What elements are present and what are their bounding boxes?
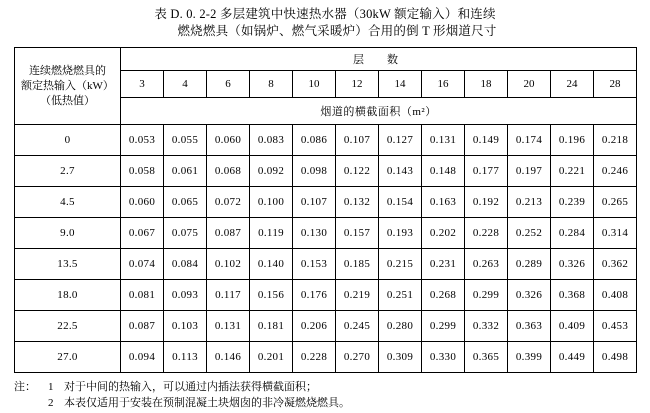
cell-r6-c0: 0.087 <box>121 311 164 342</box>
table-row <box>15 342 637 373</box>
table-row <box>15 156 637 187</box>
cell-r4-c5: 0.185 <box>336 249 379 280</box>
cell-r6-c2: 0.131 <box>207 311 250 342</box>
cell-r6-c11: 0.453 <box>594 311 637 342</box>
cell-r0-c0: 0.053 <box>121 125 164 156</box>
cell-r5-c5: 0.219 <box>336 280 379 311</box>
table-notes <box>14 379 636 411</box>
stub-header-line-2: 额定热输入（kW） <box>21 79 114 92</box>
cell-r4-c6: 0.215 <box>379 249 422 280</box>
cell-r4-c4: 0.153 <box>293 249 336 280</box>
area-header-cell: 烟道的横截面积（m²） <box>121 98 637 125</box>
cell-r2-c2: 0.072 <box>207 187 250 218</box>
cell-r6-c7: 0.299 <box>422 311 465 342</box>
cell-r1-c4: 0.098 <box>293 156 336 187</box>
cell-r6-c3: 0.181 <box>250 311 293 342</box>
cell-r4-c3: 0.140 <box>250 249 293 280</box>
cell-r6-c9: 0.363 <box>508 311 551 342</box>
column-header-8: 8 <box>250 71 293 98</box>
note-text-1: 对于中间的热输入，可以通过内插法获得横截面积； <box>64 381 317 393</box>
cell-r3-c7: 0.202 <box>422 218 465 249</box>
table-row <box>15 125 637 156</box>
cell-r3-c10: 0.284 <box>551 218 594 249</box>
cell-r1-c1: 0.061 <box>164 156 207 187</box>
cell-r6-c5: 0.245 <box>336 311 379 342</box>
cell-r0-c8: 0.149 <box>465 125 508 156</box>
cell-r3-c0: 0.067 <box>121 218 164 249</box>
cell-r1-c9: 0.197 <box>508 156 551 187</box>
cell-r4-c10: 0.326 <box>551 249 594 280</box>
cell-r1-c2: 0.068 <box>207 156 250 187</box>
cell-r5-c10: 0.368 <box>551 280 594 311</box>
cell-r6-c10: 0.409 <box>551 311 594 342</box>
cell-r6-c1: 0.103 <box>164 311 207 342</box>
flue-size-table <box>14 47 637 373</box>
table-row <box>15 311 637 342</box>
caption-line-1: 表 D. 0. 2-2 多层建筑中快速热水器（30kW 额定输入）和连续 <box>154 7 496 21</box>
cell-r2-c1: 0.065 <box>164 187 207 218</box>
cell-r5-c4: 0.176 <box>293 280 336 311</box>
note-number-1: 1 <box>48 381 54 393</box>
row-label-0: 0 <box>15 125 121 156</box>
cell-r0-c5: 0.107 <box>336 125 379 156</box>
cell-r0-c11: 0.218 <box>594 125 637 156</box>
cell-r4-c1: 0.084 <box>164 249 207 280</box>
caption-line-2-text: 燃烧燃具（如锅炉、燃气采暖炉）合用的倒 T 形烟道尺寸 <box>177 24 497 38</box>
column-header-10: 10 <box>293 71 336 98</box>
cell-r1-c6: 0.143 <box>379 156 422 187</box>
row-label-4-5: 4.5 <box>15 187 121 218</box>
cell-r5-c1: 0.093 <box>164 280 207 311</box>
cell-r2-c0: 0.060 <box>121 187 164 218</box>
stub-header-cell <box>15 48 121 125</box>
cell-r3-c5: 0.157 <box>336 218 379 249</box>
column-header-3: 3 <box>121 71 164 98</box>
cell-r0-c10: 0.196 <box>551 125 594 156</box>
cell-r4-c0: 0.074 <box>121 249 164 280</box>
cell-r3-c3: 0.119 <box>250 218 293 249</box>
cell-r4-c9: 0.289 <box>508 249 551 280</box>
cell-r2-c4: 0.107 <box>293 187 336 218</box>
cell-r5-c3: 0.156 <box>250 280 293 311</box>
cell-r1-c7: 0.148 <box>422 156 465 187</box>
cell-r5-c2: 0.117 <box>207 280 250 311</box>
stub-header-line-1: 连续燃烧燃具的 <box>29 64 106 77</box>
cell-r7-c8: 0.365 <box>465 342 508 373</box>
row-label-22-5: 22.5 <box>15 311 121 342</box>
cell-r3-c6: 0.193 <box>379 218 422 249</box>
cell-r1-c0: 0.058 <box>121 156 164 187</box>
cell-r4-c7: 0.231 <box>422 249 465 280</box>
cell-r1-c10: 0.221 <box>551 156 594 187</box>
cell-r5-c0: 0.081 <box>121 280 164 311</box>
table-row <box>15 218 637 249</box>
cell-r7-c0: 0.094 <box>121 342 164 373</box>
table-row <box>15 249 637 280</box>
cell-r4-c8: 0.263 <box>465 249 508 280</box>
cell-r2-c10: 0.239 <box>551 187 594 218</box>
cell-r6-c4: 0.206 <box>293 311 336 342</box>
cell-r7-c6: 0.309 <box>379 342 422 373</box>
cell-r7-c9: 0.399 <box>508 342 551 373</box>
note-number-2: 2 <box>48 397 54 409</box>
cell-r2-c7: 0.163 <box>422 187 465 218</box>
cell-r1-c11: 0.246 <box>594 156 637 187</box>
cell-r2-c5: 0.132 <box>336 187 379 218</box>
row-label-13-5: 13.5 <box>15 249 121 280</box>
cell-r0-c1: 0.055 <box>164 125 207 156</box>
cell-r7-c2: 0.146 <box>207 342 250 373</box>
column-header-28: 28 <box>594 71 637 98</box>
cell-r7-c1: 0.113 <box>164 342 207 373</box>
cell-r5-c6: 0.251 <box>379 280 422 311</box>
note-item-2 <box>14 395 636 411</box>
row-label-27-0: 27.0 <box>15 342 121 373</box>
cell-r3-c9: 0.252 <box>508 218 551 249</box>
cell-r0-c4: 0.086 <box>293 125 336 156</box>
column-header-18: 18 <box>465 71 508 98</box>
cell-r7-c7: 0.330 <box>422 342 465 373</box>
column-header-4: 4 <box>164 71 207 98</box>
layers-header-cell: 层 数 <box>121 48 637 71</box>
table-row <box>15 280 637 311</box>
column-header-20: 20 <box>508 71 551 98</box>
cell-r2-c11: 0.265 <box>594 187 637 218</box>
cell-r7-c5: 0.270 <box>336 342 379 373</box>
cell-r1-c3: 0.092 <box>250 156 293 187</box>
cell-r3-c4: 0.130 <box>293 218 336 249</box>
cell-r2-c8: 0.192 <box>465 187 508 218</box>
table-caption <box>14 6 636 40</box>
cell-r2-c6: 0.154 <box>379 187 422 218</box>
cell-r0-c7: 0.131 <box>422 125 465 156</box>
column-header-14: 14 <box>379 71 422 98</box>
row-label-2-7: 2.7 <box>15 156 121 187</box>
cell-r6-c8: 0.332 <box>465 311 508 342</box>
cell-r5-c11: 0.408 <box>594 280 637 311</box>
row-label-18-0: 18.0 <box>15 280 121 311</box>
column-header-12: 12 <box>336 71 379 98</box>
column-header-24: 24 <box>551 71 594 98</box>
cell-r0-c3: 0.083 <box>250 125 293 156</box>
cell-r5-c7: 0.268 <box>422 280 465 311</box>
cell-r4-c11: 0.362 <box>594 249 637 280</box>
stub-header-line-3: （低热值） <box>40 94 95 107</box>
cell-r1-c5: 0.122 <box>336 156 379 187</box>
cell-r6-c6: 0.280 <box>379 311 422 342</box>
table-header-row-layers <box>15 48 637 71</box>
cell-r0-c6: 0.127 <box>379 125 422 156</box>
table-row <box>15 187 637 218</box>
note-text-2: 本表仅适用于安装在预制混凝土块烟囱的非冷凝燃烧燃具。 <box>64 397 350 409</box>
column-header-16: 16 <box>422 71 465 98</box>
cell-r2-c9: 0.213 <box>508 187 551 218</box>
cell-r3-c11: 0.314 <box>594 218 637 249</box>
cell-r7-c3: 0.201 <box>250 342 293 373</box>
column-header-6: 6 <box>207 71 250 98</box>
cell-r1-c8: 0.177 <box>465 156 508 187</box>
cell-r7-c10: 0.449 <box>551 342 594 373</box>
cell-r3-c2: 0.087 <box>207 218 250 249</box>
cell-r2-c3: 0.100 <box>250 187 293 218</box>
note-item-1 <box>14 379 636 395</box>
row-label-9-0: 9.0 <box>15 218 121 249</box>
notes-label: 注： <box>14 381 36 393</box>
cell-r5-c9: 0.326 <box>508 280 551 311</box>
caption-line-2 <box>14 23 636 40</box>
cell-r3-c1: 0.075 <box>164 218 207 249</box>
cell-r0-c9: 0.174 <box>508 125 551 156</box>
cell-r4-c2: 0.102 <box>207 249 250 280</box>
cell-r7-c11: 0.498 <box>594 342 637 373</box>
cell-r7-c4: 0.228 <box>293 342 336 373</box>
cell-r0-c2: 0.060 <box>207 125 250 156</box>
cell-r3-c8: 0.228 <box>465 218 508 249</box>
cell-r5-c8: 0.299 <box>465 280 508 311</box>
